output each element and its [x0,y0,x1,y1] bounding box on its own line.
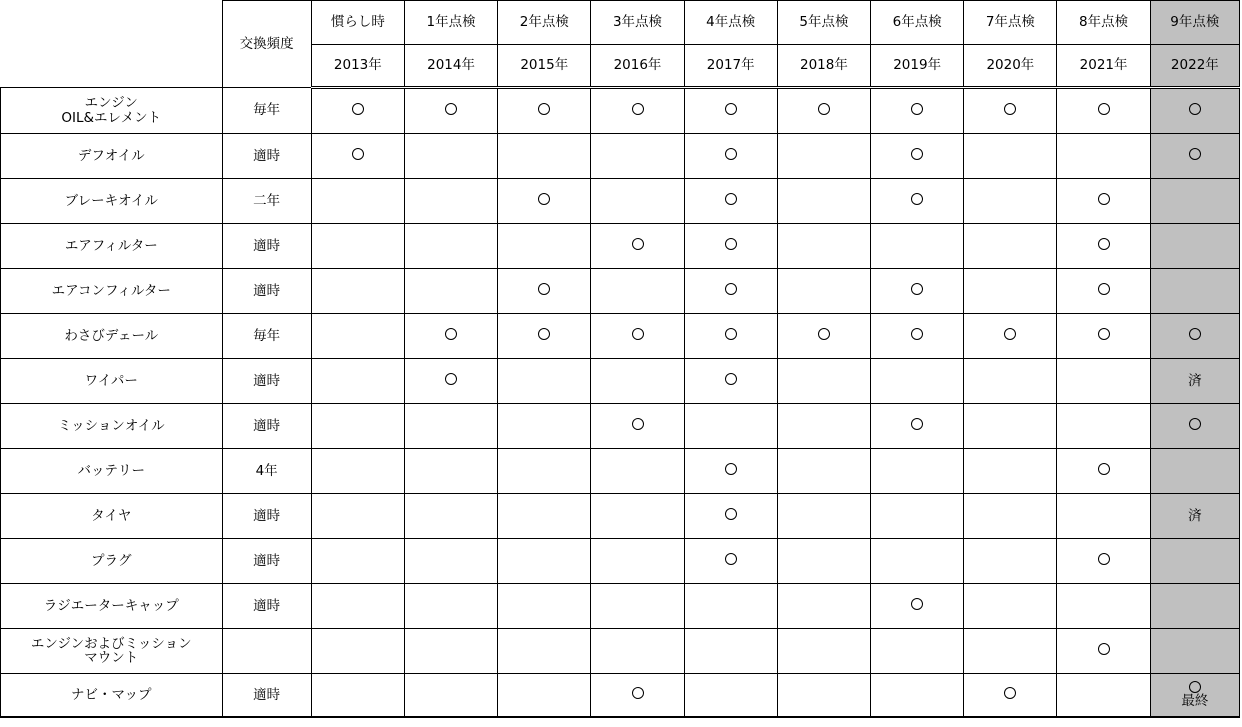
mark-cell [964,179,1057,224]
item-name-line: ラジエーターキャップ [43,597,179,614]
mark-cell [311,314,404,359]
done-circle-icon [538,193,550,205]
mark-cell [1150,539,1239,584]
mark-cell [1057,359,1150,404]
done-circle-icon [911,598,923,610]
done-circle-icon [725,328,737,340]
mark-cell [964,674,1057,718]
column-header-year: 2022年 [1150,45,1239,88]
mark-cell [777,674,870,718]
table-row [1,314,1240,359]
done-circle-icon [632,418,644,430]
mark-cell [871,674,964,718]
column-header-inspection: 1年点検 [404,1,497,45]
mark-cell [684,88,777,134]
item-name-line: OIL&エレメント [61,109,162,126]
item-name-line: タイヤ [91,507,132,524]
mark-cell [498,134,591,179]
mark-cell [1057,539,1150,584]
done-circle-icon [538,103,550,115]
table-row [1,494,1240,539]
frequency-cell: 適時 [222,224,311,269]
mark-cell [1057,674,1150,718]
done-circle-icon [632,328,644,340]
mark-cell [1057,449,1150,494]
frequency-cell: 適時 [222,134,311,179]
mark-cell [498,404,591,449]
done-circle-icon [1189,103,1201,115]
done-circle-icon [1004,687,1016,699]
mark-cell [1150,314,1239,359]
mark-cell [591,584,684,629]
mark-cell [404,539,497,584]
done-circle-icon [911,193,923,205]
mark-cell [964,224,1057,269]
item-name-cell [1,494,223,539]
mark-cell [964,404,1057,449]
mark-cell [311,404,404,449]
mark-cell [591,494,684,539]
done-circle-icon [632,687,644,699]
column-header-year: 2018年 [777,45,870,88]
mark-cell [591,269,684,314]
mark-cell [777,449,870,494]
done-circle-icon [725,148,737,160]
done-circle-icon [1004,328,1016,340]
done-circle-icon [445,103,457,115]
item-name-line: わさびデェール [64,327,159,344]
done-circle-icon [911,148,923,160]
column-header-inspection: 7年点検 [964,1,1057,45]
table-row [1,269,1240,314]
done-circle-icon [818,103,830,115]
done-circle-icon [1098,463,1110,475]
mark-cell [591,674,684,718]
done-circle-icon [1098,193,1110,205]
done-circle-icon [725,283,737,295]
table-row [1,134,1240,179]
mark-cell [777,179,870,224]
mark-cell [498,269,591,314]
mark-cell [498,88,591,134]
done-circle-icon [1098,103,1110,115]
table-row [1,539,1240,584]
mark-cell [1150,359,1239,404]
mark-cell [591,179,684,224]
mark-cell [1150,584,1239,629]
mark-cell [871,539,964,584]
done-circle-icon [911,283,923,295]
mark-cell [964,494,1057,539]
mark-cell [684,629,777,674]
done-circle-icon [352,103,364,115]
mark-cell [777,224,870,269]
mark-cell [871,449,964,494]
frequency-cell: 適時 [222,494,311,539]
column-header-year: 2021年 [1057,45,1150,88]
mark-cell [1057,134,1150,179]
item-name-line: ワイパー [84,372,138,389]
item-name-line: バッテリー [77,462,146,479]
done-circle-icon [725,508,737,520]
done-circle-icon [725,463,737,475]
mark-cell [964,359,1057,404]
frequency-cell: 二年 [222,179,311,224]
item-name-cell [1,449,223,494]
mark-cell [591,224,684,269]
done-circle-icon [911,103,923,115]
mark-cell [404,629,497,674]
item-name-line: ナビ・マップ [71,686,152,703]
mark-cell [311,88,404,134]
mark-cell [777,134,870,179]
mark-cell [684,584,777,629]
mark-cell [1150,404,1239,449]
mark-cell [1057,404,1150,449]
mark-cell [871,269,964,314]
table-row [1,584,1240,629]
mark-cell [684,314,777,359]
table-row [1,404,1240,449]
mark-cell [964,539,1057,584]
done-circle-icon [1189,681,1201,693]
done-circle-icon [1004,103,1016,115]
column-header-inspection: 3年点検 [591,1,684,45]
mark-cell [1057,224,1150,269]
mark-cell [871,359,964,404]
item-name-line: マウント [84,650,139,666]
mark-cell [311,539,404,584]
mark-cell [777,629,870,674]
item-name-cell [1,584,223,629]
mark-cell [684,179,777,224]
item-name-cell [1,674,223,718]
item-name-line: エアフィルター [64,237,158,254]
frequency-cell: 適時 [222,539,311,584]
done-circle-icon [1189,328,1201,340]
mark-cell [964,88,1057,134]
mark-cell [404,494,497,539]
item-name-line: エンジン [84,95,138,112]
mark-cell [404,449,497,494]
column-header-year: 2014年 [404,45,497,88]
column-header-year: 2013年 [311,45,404,88]
mark-cell [684,224,777,269]
mark-cell [684,449,777,494]
mark-cell [311,134,404,179]
item-name-cell [1,88,223,134]
table-row [1,449,1240,494]
done-circle-icon [445,328,457,340]
mark-cell [1057,494,1150,539]
mark-cell [498,584,591,629]
item-name-line: プラグ [91,552,132,569]
done-circle-icon [725,193,737,205]
mark-cell [1057,88,1150,134]
mark-cell [777,359,870,404]
mark-cell [871,404,964,449]
column-header-inspection: 9年点検 [1150,1,1239,45]
mark-cell [684,404,777,449]
done-circle-icon [725,103,737,115]
mark-cell [1057,584,1150,629]
mark-cell [404,584,497,629]
column-header-year: 2020年 [964,45,1057,88]
done-circle-icon [632,238,644,250]
column-header-year: 2017年 [684,45,777,88]
item-name-cell [1,224,223,269]
item-name-line: デフオイル [77,147,145,164]
mark-cell [311,269,404,314]
column-header-inspection: 4年点検 [684,1,777,45]
table-row [1,179,1240,224]
item-header [1,1,223,88]
frequency-cell: 適時 [222,404,311,449]
done-circle-icon [818,328,830,340]
frequency-cell: 適時 [222,359,311,404]
mark-text: 済 [1188,372,1202,389]
mark-cell [684,674,777,718]
mark-cell [871,88,964,134]
mark-cell [1057,269,1150,314]
item-name-line: エアコンフィルター [51,282,171,299]
column-header-inspection: 8年点検 [1057,1,1150,45]
mark-cell [777,584,870,629]
done-circle-icon [725,553,737,565]
mark-cell [404,404,497,449]
table-body [1,88,1240,718]
frequency-header: 交換頻度 [222,1,311,88]
frequency-cell: 4年 [222,449,311,494]
mark-cell [591,88,684,134]
mark-cell [777,269,870,314]
frequency-cell: 適時 [222,584,311,629]
column-header-inspection: 2年点検 [498,1,591,45]
table-row [1,224,1240,269]
mark-cell [591,629,684,674]
frequency-cell: 適時 [222,269,311,314]
mark-cell [311,359,404,404]
mark-cell [498,179,591,224]
done-circle-icon [538,283,550,295]
mark-cell [404,674,497,718]
mark-cell [777,494,870,539]
done-circle-icon [1098,238,1110,250]
column-header-year: 2016年 [591,45,684,88]
mark-cell [964,314,1057,359]
mark-cell [404,88,497,134]
table-header [1,1,1240,88]
mark-cell [311,584,404,629]
mark-cell [1150,449,1239,494]
frequency-cell [222,629,311,674]
mark-cell [871,314,964,359]
mark-cell [777,88,870,134]
mark-cell [498,494,591,539]
frequency-cell: 適時 [222,674,311,718]
mark-cell [684,134,777,179]
mark-cell [404,269,497,314]
table-row [1,674,1240,718]
item-name-line: エンジンおよびミッション [30,635,192,652]
column-header-year: 2019年 [871,45,964,88]
mark-cell [1057,179,1150,224]
done-circle-icon [632,103,644,115]
table-row [1,359,1240,404]
mark-cell [871,629,964,674]
mark-cell [404,314,497,359]
mark-cell [498,449,591,494]
mark-cell [311,494,404,539]
item-name-line: ブレーキオイル [64,192,158,209]
mark-cell [1150,224,1239,269]
item-name-cell [1,359,223,404]
mark-cell [591,404,684,449]
column-header-inspection: 慣らし時 [311,1,404,45]
done-circle-icon [1098,643,1110,655]
mark-cell [684,539,777,584]
mark-cell [871,584,964,629]
mark-cell [498,539,591,584]
mark-note: 最終 [1181,693,1209,710]
mark-cell [871,224,964,269]
mark-cell [1150,269,1239,314]
mark-cell [591,449,684,494]
header-row-labels [1,1,1240,45]
mark-cell [777,539,870,584]
mark-cell [871,494,964,539]
mark-cell [498,359,591,404]
column-header-inspection: 5年点検 [777,1,870,45]
mark-cell [777,404,870,449]
mark-cell [1150,88,1239,134]
item-name-cell [1,629,223,674]
mark-text: 済 [1188,507,1202,524]
done-circle-icon [911,418,923,430]
table-row [1,629,1240,674]
item-name-cell [1,179,223,224]
item-name-line: ミッションオイル [57,417,165,434]
mark-cell [1150,494,1239,539]
mark-cell [498,314,591,359]
column-header-inspection: 6年点検 [871,1,964,45]
mark-cell [311,449,404,494]
done-circle-icon [911,328,923,340]
mark-cell [1150,674,1239,718]
mark-cell [311,224,404,269]
frequency-cell: 毎年 [222,88,311,134]
mark-cell [591,359,684,404]
mark-cell [1057,629,1150,674]
done-circle-icon [1098,283,1110,295]
done-circle-icon [725,238,737,250]
frequency-cell: 毎年 [222,314,311,359]
done-circle-icon [1189,418,1201,430]
done-circle-icon [538,328,550,340]
table-row [1,88,1240,134]
mark-cell [591,314,684,359]
done-circle-icon [1189,148,1201,160]
item-name-cell [1,269,223,314]
mark-cell [1150,179,1239,224]
mark-cell [964,449,1057,494]
column-header-year: 2015年 [498,45,591,88]
mark-cell [964,629,1057,674]
item-name-cell [1,404,223,449]
mark-cell [964,269,1057,314]
item-name-cell [1,539,223,584]
mark-cell [1057,314,1150,359]
item-name-cell [1,134,223,179]
mark-cell [871,179,964,224]
mark-cell [591,539,684,584]
mark-cell [777,314,870,359]
mark-cell [871,134,964,179]
mark-cell [311,629,404,674]
done-circle-icon [1098,553,1110,565]
mark-cell [591,134,684,179]
mark-cell [404,179,497,224]
mark-cell [964,584,1057,629]
mark-cell [684,494,777,539]
done-circle-icon [445,373,457,385]
mark-cell [404,224,497,269]
done-circle-icon [352,148,364,160]
mark-cell [311,674,404,718]
item-name-cell [1,314,223,359]
mark-cell [498,629,591,674]
mark-cell [498,674,591,718]
mark-cell [498,224,591,269]
mark-cell [404,134,497,179]
mark-cell [964,134,1057,179]
mark-cell [404,359,497,404]
done-circle-icon [1098,328,1110,340]
mark-cell [684,359,777,404]
mark-cell [1150,134,1239,179]
mark-cell [684,269,777,314]
mark-cell [311,179,404,224]
done-circle-icon [725,373,737,385]
mark-cell [1150,629,1239,674]
